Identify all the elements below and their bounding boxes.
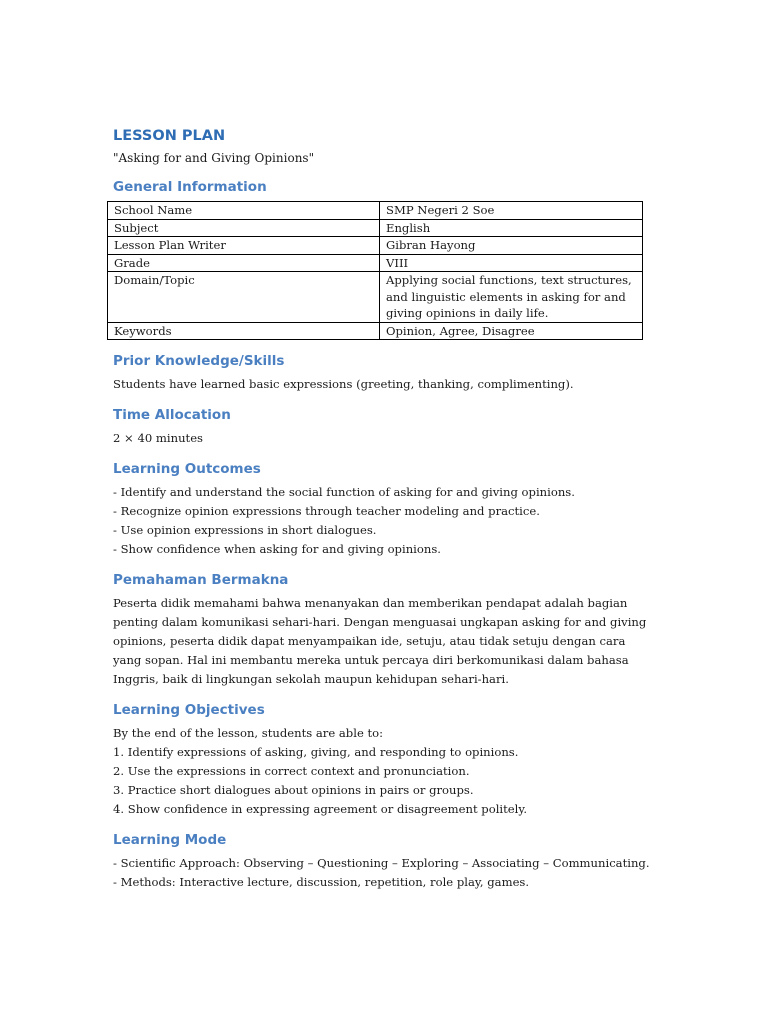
learning-mode-heading: Learning Mode xyxy=(113,832,227,848)
learning-objectives-intro: By the end of the lesson, students are able to: xyxy=(113,726,384,740)
list-item: - Methods: Interactive lecture, discussion, repetition, role play, games. xyxy=(113,875,530,889)
document-subtitle: "Asking for and Giving Opinions" xyxy=(113,151,315,165)
table-cell-label: Subject xyxy=(108,219,380,237)
table-cell-label: School Name xyxy=(108,202,380,220)
learning-mode-list xyxy=(113,854,653,892)
list-item: - Use opinion expressions in short dialogues. xyxy=(113,523,377,537)
table-row xyxy=(108,219,643,237)
prior-knowledge-heading: Prior Knowledge/Skills xyxy=(113,353,285,369)
table-cell-value: English xyxy=(380,219,643,237)
learning-outcomes-heading: Learning Outcomes xyxy=(113,461,261,477)
general-info-table xyxy=(107,201,643,340)
pemahaman-bermakna-heading: Pemahaman Bermakna xyxy=(113,572,289,588)
table-row xyxy=(108,254,643,272)
table-cell-value: Applying social functions, text structures, and linguistic elements in asking for and giving opinions in daily life. xyxy=(380,272,643,323)
table-row xyxy=(108,237,643,255)
list-item: - Scientific Approach: Observing – Questioning – Exploring – Associating – Communicating. xyxy=(113,856,650,870)
list-item: - Identify and understand the social function of asking for and giving opinions. xyxy=(113,485,575,499)
table-cell-label: Domain/Topic xyxy=(108,272,380,323)
table-cell-value: SMP Negeri 2 Soe xyxy=(380,202,643,220)
table-cell-value: Gibran Hayong xyxy=(380,237,643,255)
pemahaman-bermakna-text: Peserta didik memahami bahwa menanyakan dan memberikan pendapat adalah bagian penting dalam komunikasi sehari-hari. Dengan menguasai ungkapan asking for and giving opinions, peserta didik dapat menyampaikan ide, setuju, atau tidak setuju dengan cara yang sopan. Hal ini membantu mereka untuk percaya diri berkomunikasi dalam bahasa Inggris, baik di lingkungan sekolah maupun kehidupan sehari-hari. xyxy=(113,596,647,686)
time-allocation-heading: Time Allocation xyxy=(113,407,231,423)
learning-objectives-heading: Learning Objectives xyxy=(113,702,265,718)
table-cell-value: VIII xyxy=(380,254,643,272)
list-item: 3. Practice short dialogues about opinions in pairs or groups. xyxy=(113,783,474,797)
table-row xyxy=(108,202,643,220)
table-cell-label: Grade xyxy=(108,254,380,272)
general-info-heading: General Information xyxy=(113,179,267,195)
table-cell-label: Lesson Plan Writer xyxy=(108,237,380,255)
list-item: - Recognize opinion expressions through teacher modeling and practice. xyxy=(113,504,540,518)
list-item: 1. Identify expressions of asking, giving, and responding to opinions. xyxy=(113,745,519,759)
document-title: LESSON PLAN xyxy=(113,128,226,144)
table-row xyxy=(108,272,643,323)
table-row xyxy=(108,322,643,340)
time-allocation-text: 2 × 40 minutes xyxy=(113,431,204,445)
prior-knowledge-text: Students have learned basic expressions (greeting, thanking, complimenting). xyxy=(113,377,574,391)
list-item: 4. Show confidence in expressing agreement or disagreement politely. xyxy=(113,802,528,816)
table-cell-value: Opinion, Agree, Disagree xyxy=(380,322,643,340)
table-cell-label: Keywords xyxy=(108,322,380,340)
document-content xyxy=(113,126,653,892)
list-item: - Show confidence when asking for and giving opinions. xyxy=(113,542,441,556)
list-item: 2. Use the expressions in correct context and pronunciation. xyxy=(113,764,470,778)
learning-outcomes-list xyxy=(113,483,653,559)
learning-objectives-list xyxy=(113,743,653,819)
